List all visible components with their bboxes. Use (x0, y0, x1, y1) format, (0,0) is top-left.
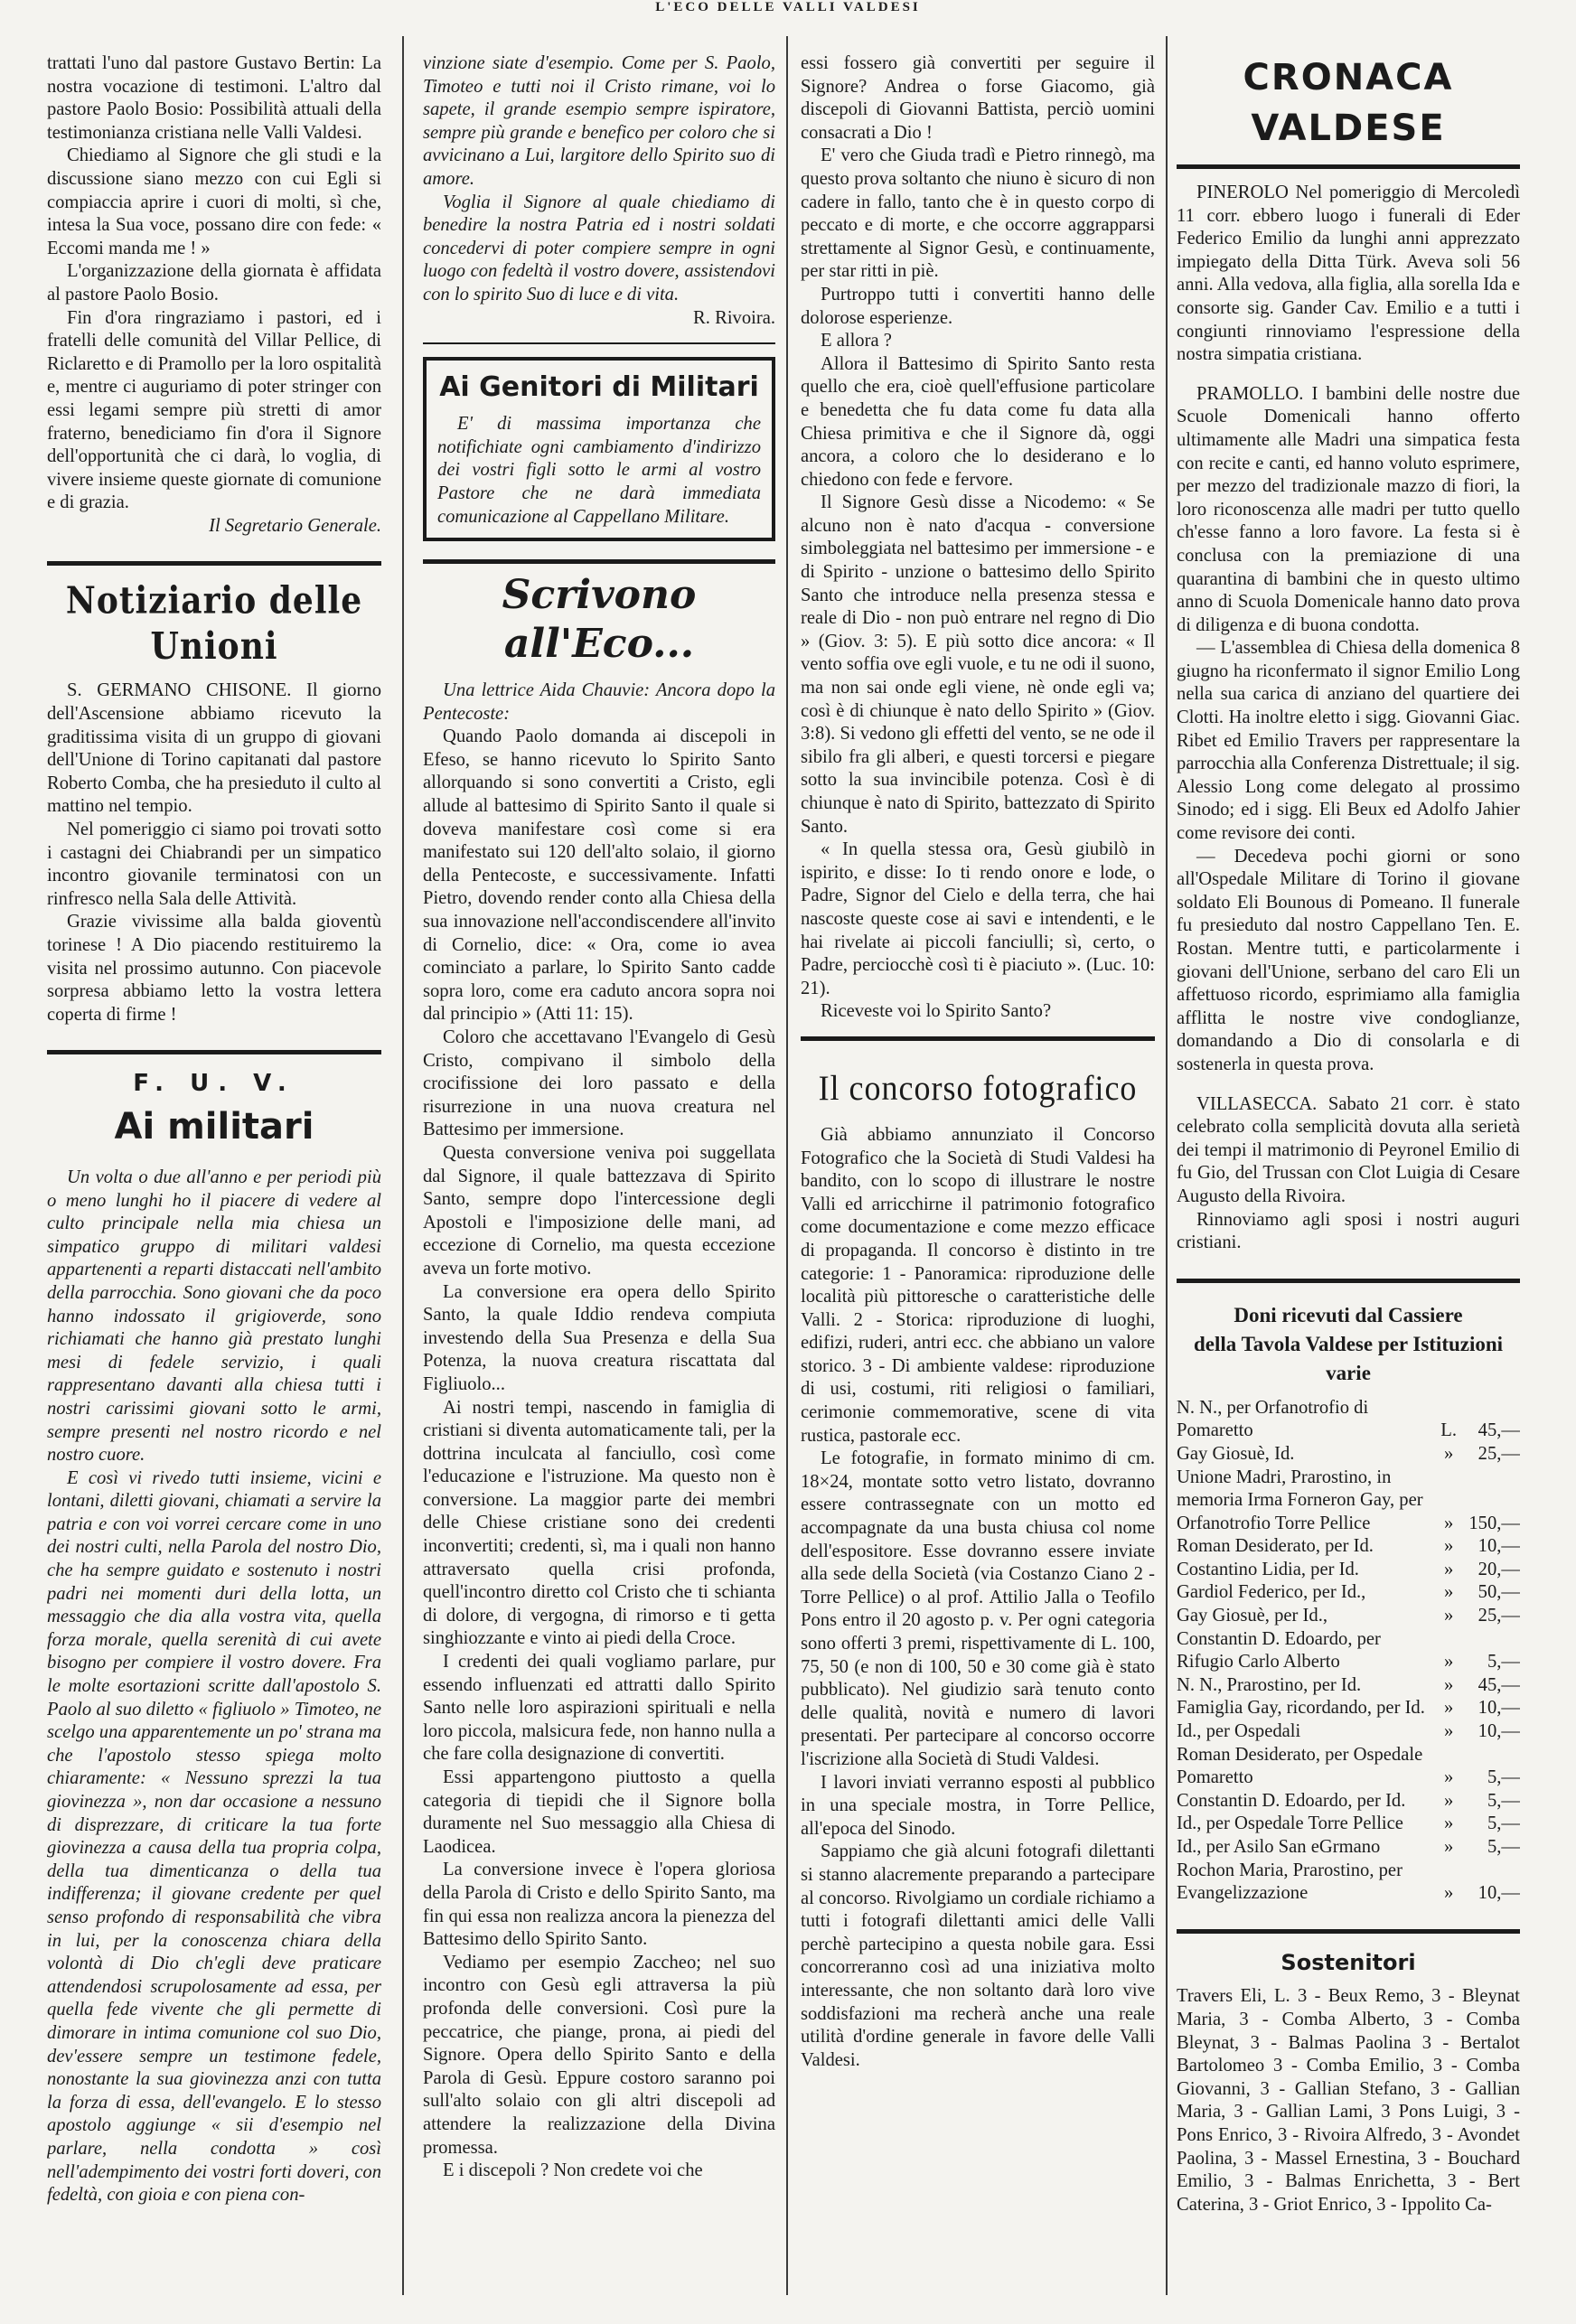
paragraph: Ai nostri tempi, nascendo in famiglia di cristiani si diventa automaticamente tali, per la dottrina inculcata al fanciullo, così come l'educazione e l'istruzione. Ma questo non è conversione. La maggior parte dei membri delle Chiese cristiane sono dei credenti inconvertiti; credenti, sì, ma i quali non hanno attraversato quella crisi profonda, quell'incontro diretto col Cristo che ti schianta di dolore, di vergogna, di rimorso e ti getta singhiozzante e vinto ai piedi della Croce. (423, 1397, 775, 1649)
paragraph: Allora il Battesimo di Spirito Santo resta quello che era, cioè quell'effusione particolare e benedetta che fu data come fu data alla Chiesa primitiva e che il Signore dà, oggi ancora, a coloro che lo desiderano e lo chiedono con fede e fervore. (801, 353, 1155, 490)
currency-mark: » (1443, 1606, 1454, 1626)
donor-name: Roman Desiderato, per Id. (1177, 1536, 1374, 1557)
table-row (1177, 1674, 1520, 1698)
table-row (1177, 1790, 1520, 1813)
currency-mark: » (1443, 1559, 1454, 1579)
currency-mark: » (1443, 1721, 1454, 1742)
paragraph: S. GERMANO CHISONE. Il giorno dell'Ascensione abbiamo ricevuto la graditissima visita di un gruppo di giovani dell'Unione di Torino capitanati dal pastore Roberto Comba, che ha presieduto il culto al mattino nel tempio. (47, 680, 381, 817)
column-4 (1177, 52, 1520, 2311)
table-row (1177, 1836, 1520, 1860)
section-divider (1177, 164, 1520, 169)
paragraph: Vediamo per esempio Zaccheo; nel suo incontro con Gesù egli attraversa la più profonda delle conversioni. Così pure la peccatrice, che piange, prona, ai piedi del Signore. Opera dello Spirito Santo e della Parola di Gesù. Eppure costoro saranno poi sull'alto solaio con gli altri discepoli ad attendere la realizzazione della Divina promessa. (423, 1952, 775, 2158)
donation-amount: 5,— (1487, 1790, 1520, 1811)
donation-amount: 10,— (1478, 1698, 1520, 1719)
paragraph: Purtroppo tutti i convertiti hanno delle dolorose esperienze. (801, 284, 1155, 328)
paragraph: Grazie vivissime alla balda gioventù torinese ! A Dio piacendo restituiremo la visita nel prossimo autunno. Con piacevole sorpresa abbiamo letto la vostra lettera coperta di firme ! (47, 912, 381, 1025)
donation-amount: 50,— (1478, 1582, 1520, 1603)
donation-amount: 25,— (1478, 1443, 1520, 1464)
fuv-heading: F. U. V. (133, 1070, 296, 1098)
paragraph: L'organizzazione della giornata è affidata al pastore Paolo Bosio. (47, 261, 381, 305)
table-row (1177, 1813, 1520, 1836)
paragraph: Coloro che accettavano l'Evangelo di Gesù Cristo, compivano il simbolo della crocifissione dei loro passato e della risurrezione in una nuova creatura nel Battesimo per immersione. (423, 1027, 775, 1140)
paragraph: PINEROLO Nel pomeriggio di Mercoledì 11 corr. ebbero luogo i funerali di Eder Federico Emilio da lunghi anni apprezzato impiegato della Ditta Türk. Aveva soli 56 anni. Alla vedova, alla figlia, alla sorella Ida e consorte sig. Gander Cav. Emilio e a tutti i congiunti rinnoviamo l'espressione della nostra simpatia cristiana. (1177, 183, 1520, 365)
paragraph: Fin d'ora ringraziamo i pastori, ed i fratelli delle comunità del Villar Pellice, di Riclaretto e di Pramollo per la loro ospitalità e, mentre ci auguriamo di poter stringer con essi legami sempre più stretti di amor fraterno, benediciamo fin d'ora il Signore dell'opportunità che ci darà, lo voglia, di vivere insieme queste giornate di comunione e di grazia. (47, 307, 381, 513)
currency-mark: » (1443, 1698, 1454, 1719)
table-row (1177, 1467, 1520, 1536)
paragraph: « In quella stessa ora, Gesù giubilò in ispirito, e disse: Io ti rendo onore e lode, o Padre, Signor del Cielo e della terra, che hai nascoste queste cose ai savi e intendenti, e le hai rivelate ai piccoli fanciulli; sì, certo, o Padre, perciocchè così ti è piaciuto ». (Luc. 10: 21). (801, 839, 1155, 998)
paragraph: Un volta o due all'anno e per periodi più o meno lunghi ho il piacere di vedere al culto principale nella mia chiesa un simpatico gruppo di militari valdesi appartenenti a reparti distaccati nell'ambito della parrocchia. Sono giovani che da poco hanno indossato il grigioverde, sono richiamati che hanno già prestato lunghi mesi di fedele servizio, i quali rappresentano davanti alla chiesa tutti i nostri carissimi giovani sotto le armi, sempre presenti nel nostro ricordo e nel nostro cuore. (47, 1167, 381, 1466)
donor-name: Rochon Maria, Prarostino, per Evangelizzazione (1177, 1860, 1402, 1904)
paragraph: E' vero che Giuda tradì e Pietro rinnegò, ma questo prova soltanto che niuno è sicuro di non cadere in fallo, tanto che è in questo corpo di peccato e di morte, e che occorre aggrapparsi strettamente al Signor Gesù, e continuamente, per star ritti in piè. (801, 145, 1155, 282)
militari-heading: Ai militari (114, 1105, 314, 1148)
donation-amount: 5,— (1487, 1837, 1520, 1857)
donation-amount: 45,— (1478, 1674, 1520, 1695)
donor-name: Gardiol Federico, per Id., (1177, 1582, 1366, 1603)
paragraph: Voglia il Signore al quale chiediamo di benedire la nostra Patria ed i nostri soldati concedervi di poter compiere sempre in ogni luogo con fedeltà il vostro dovere, assistendovi con lo spirito Suo di luce e di vita. (423, 192, 775, 305)
paragraph: Rinnoviamo agli sposi i nostri auguri cristiani. (1177, 1209, 1520, 1253)
table-row (1177, 1744, 1520, 1790)
column-rule (786, 36, 788, 2295)
paragraph: E allora ? (821, 331, 892, 351)
currency-mark: L. (1440, 1420, 1457, 1441)
section-divider (1177, 1279, 1520, 1283)
donor-name: Gay Giosuè, Id. (1177, 1443, 1295, 1464)
donor-name: Famiglia Gay, ricordando, per Id. (1177, 1698, 1425, 1719)
paragraph: — L'assemblea di Chiesa della domenica 8 giugno ha riconfermato il signor Emilio Long nella sua carica di anziano del quartiere dei Clotti. Ha inoltre eletto i sigg. Giovanni Giac. Ribet ed Emilio Travers per rappresentare la parrocchia alla Conferenza Distrettuale; il sig. Alessio Long come delegato al prossimo Sinodo; ed i sigg. Eli Beux ed Adolfo Jahier come revisore dei conti. (1177, 638, 1520, 844)
scrivono-heading: Scrivono all'Eco... (502, 572, 697, 668)
donation-amount: 45,— (1478, 1420, 1520, 1441)
column-rule (1166, 36, 1168, 2295)
doni-subheading: della Tavola Valdese per Istituzioni varie (1193, 1332, 1504, 1384)
genitori-heading: Ai Genitori di Militari (439, 371, 759, 404)
donation-amount: 10,— (1478, 1883, 1520, 1904)
notice-box (423, 357, 775, 541)
table-row (1177, 1860, 1520, 1906)
paragraph: E così vi rivedo tutti insieme, vicini e lontani, diletti giovani, chiamati a servire la patria e con voi vorrei cercare come in uno dei nostri culti, nella Parola del nostro Dio, che ha sempre guidato e sostenuto i nostri padri nei momenti duri della lotta, un messaggio che dia alla vostra vita, quella forza morale, quella serenità di cui avete bisogno per compiere il vostro dovere. Fra le molte esortazioni scritte dall'apostolo S. Paolo al suo diletto « figliuolo » Timoteo, ne scelgo una apparentemente un po' strana ma che l'apostolo stesso spiega molto chiaramente: « Nessuno sprezzi la tua giovinezza », non dar occasione a nessuno di disprezzare, di criticare la tua forte giovinezza a causa della tua propria colpa, della tua dimenticanza o della tua indifferenza; il giovane credente per quel senso profondo di responsabilità che vibra in lui, per la conoscenza chiara della volontà di Dio ch'egli deve praticare attendendosi scrupolosamente ad essa, per quella fede vivente che gli permette di dimorare in intima comunione col suo Dio, dev'essere sempre un testimone fedele, nonostante la sua giovinezza anzi con tutta la forza di essa, dell'evangelo. E lo stesso apostolo aggiunge « sii d'esempio nel parlare, nella condotta » così nell'adempimento dei vostri forti doveri, con fedeltà, con gioia e con piena con- (47, 1467, 381, 2206)
section-divider (1177, 1929, 1520, 1934)
notiziario-heading: Notiziario delle Unioni (65, 579, 363, 669)
section-divider (801, 1036, 1155, 1041)
currency-mark: » (1443, 1767, 1454, 1788)
paragraph: I lavori inviati verranno esposti al pubblico in una speciale mostra, in Torre Pellice, all'epoca del Sinodo. (801, 1772, 1155, 1839)
paragraph: E i discepoli ? Non credete voi che (443, 2160, 703, 2181)
paragraph: La conversione era opera dello Spirito Santo, la quale Iddio rendeva compiuta investendo della Sua Presenza e della Sua Potenza, la nuova creatura riscattata dal Figliuolo... (423, 1281, 775, 1394)
paragraph: Nel pomeriggio ci siamo poi trovati sotto i castagni dei Chiabrandi per un simpatico incontro giovanile terminatosi con un rinfresco nella Sala delle Attività. (47, 820, 381, 909)
donations-table (1177, 1397, 1520, 1906)
donation-amount: 25,— (1478, 1606, 1520, 1626)
donation-amount: 10,— (1478, 1721, 1520, 1742)
concorso-heading: Il concorso fotografico (818, 1067, 1138, 1108)
paragraph: E' di massima importanza che notifichiate ogni cambiamento d'indirizzo dei vostri figli sotto le armi al vostro Pastore che ne darà immediata comunicazione al Cappellano Militare. (437, 414, 761, 527)
section-divider (423, 559, 775, 564)
donation-amount: 5,— (1487, 1813, 1520, 1834)
table-row (1177, 1581, 1520, 1605)
paragraph: Già abbiamo annunziato il Concorso Fotografico che la Società di Studi Valdesi ha bandito, con lo scopo di illustrare le nostre Valli ed arricchirne il patrimonio fotografico come documentazione e come mezzo efficace di propaganda. Il concorso è distinto in tre categorie: 1 - Panoramica: riproduzione delle località più pittoresche o caratteristiche delle Valli. 2 - Storica: riproduzione di luoghi, edifizi, ruderi, antri ecc. che abbiano un valore storico. 3 - Di ambiente valdese: riproduzione di usi, costumi, riti religiosi o familiari, cerimonie commemorative, scene di vita rustica, pastorale ecc. (801, 1124, 1155, 1446)
currency-mark: » (1443, 1536, 1454, 1557)
table-row (1177, 1605, 1520, 1628)
donor-name: Id., per Asilo San eGrmano (1177, 1837, 1381, 1857)
column-3 (801, 52, 1155, 2311)
column-rule (402, 36, 404, 2295)
doni-heading: Doni ricevuti dal Cassiere (1234, 1303, 1463, 1326)
paragraph: — Decedeva pochi giorni or sono all'Ospedale Militare di Torino il giovane soldato Eli Bounous di Pomeano. Il funerale fu presieduto dal nostro Cappellano Ten. E. Rostan. Mentre tutti, e particolarmente i giovani dell'Unione, serbano del caro Eli un affettuoso ricordo, esprimiamo alla famiglia afflitta le nostre vive condoglianze, domandando a Dio di consolarla e di sostenerla in questa prova. (1177, 846, 1520, 1074)
donor-name: N. N., per Orfanotrofio di Pomaretto (1177, 1397, 1369, 1441)
donor-name: Roman Desiderato, per Ospedale Pomaretto (1177, 1744, 1423, 1788)
currency-mark: » (1443, 1790, 1454, 1811)
paragraph: La conversione invece è l'opera gloriosa della Parola di Cristo e dello Spirito Santo, ma fin qui essa non realizza ancora la pienezza del Battesimo dello Spirito Santo. (423, 1860, 775, 1950)
donor-name: Constantin D. Edoardo, per Id. (1177, 1790, 1406, 1811)
paragraph: Quando Paolo domanda ai discepoli in Efeso, se hanno ricevuto lo Spirito Santo allorquando si sono convertiti a Cristo, egli allude al battesimo di Spirito Santo il quale si doveva manifestare così come si era manifestato sui 120 dell'alto solaio, il giorno della Pentecoste, e successivamente. Infatti Pietro, dovendo render conto alla Chiesa della sua innovazione nell'accondiscendere all'invito di Cornelio, dice: « Ora, come io avea cominciato a parlare, lo Spirito Santo cadde sopra loro, come era caduto ancora sopra noi dal principio » (Atti 11: 15). (423, 726, 775, 1025)
currency-mark: » (1443, 1513, 1454, 1533)
column-1 (47, 52, 381, 2311)
paragraph: Una lettrice Aida Chauvie: Ancora dopo la Pentecoste: (423, 680, 775, 724)
table-row (1177, 1535, 1520, 1559)
section-divider (47, 1050, 381, 1054)
currency-mark: » (1443, 1652, 1454, 1673)
sostenitori-list: Travers Eli, L. 3 - Beux Remo, 3 - Bleynat Maria, 3 - Comba Alberto, 3 - Comba Bleynat, 3 - Balmas Paolina 3 - Bertalot Bartolomeo 3 - Comba Emilio, 3 - Comba Giovanni, 3 - Gallian Stefano, 3 - Gallian Maria, 3 - Gallian Lami, 3 Pons Luigi, 3 - Pons Enrico, 3 - Rivoira Alfredo, 3 - Avondet Paolina, 3 - Massel Ernestina, 3 - Bouchard Emilio, 3 - Balmas Enrichetta, 3 - Bert Caterina, 3 - Griot Enrico, 3 - Ippolito Ca- (1177, 1986, 1520, 2215)
paragraph: Riceveste voi lo Spirito Santo? (821, 1001, 1052, 1022)
paragraph: Chiediamo al Signore che gli studi e la discussione siano mezzo con cui Egli si compiaccia aprire i cuori di molti, sì che, intesa la Sua voce, possano dire con fede: « Eccomi manda me ! » (47, 145, 381, 258)
donor-name: Id., per Ospedali (1177, 1721, 1301, 1742)
table-row (1177, 1628, 1520, 1674)
donor-name: Id., per Ospedale Torre Pellice (1177, 1813, 1403, 1834)
currency-mark: » (1443, 1883, 1454, 1904)
currency-mark: » (1443, 1674, 1454, 1695)
donor-name: Unione Madri, Prarostino, in memoria Irma Forneron Gay, per Orfanotrofio Torre Pellice (1177, 1467, 1423, 1533)
donor-name: Gay Giosuè, per Id., (1177, 1606, 1327, 1626)
paragraph: Il Signore Gesù disse a Nicodemo: « Se alcuno non è nato d'acqua - conversione simboleggiata nel battesimo per immersione - e di Spirito - unzione o battesimo dello Spirito Santo che introduce nella presenza stessa e reale di Dio - non può entrare nel regno di Dio » (Giov. 3: 5). E più sotto dice ancora: « Il vento soffia ove egli vuole, e tu ne odi il suono, ma non sai onde egli viene, nè onde egli va; così è di chiunque è nato dello Spirito » (Giov. 3:8). Si vedono gli effetti del vento, se ne ode il sibilo fra gli alberi, e questi torcersi e piegare sotto la sua invincibile potenza. Così è di chiunque è nato di Spirito, battezzato di Spirito Santo. (801, 492, 1155, 837)
paragraph: Questa conversione veniva poi suggellata dal Signore, il quale battezzava di Spirito Santo, sempre dopo l'intercessione degli Apostoli e l'imposizione delle mani, ad eccezione di Cornelio, ma questa eccezione aveva un forte motivo. (423, 1142, 775, 1279)
donation-amount: 5,— (1487, 1652, 1520, 1673)
donor-name: Constantin D. Edoardo, per Rifugio Carlo Alberto (1177, 1628, 1381, 1673)
table-row (1177, 1720, 1520, 1744)
paragraph: Sappiamo che già alcuni fotografi dilettanti si stanno alacremente preparando a partecipare al concorso. Rivolgiamo un cordiale richiamo a tutti i fotografi dilettanti amici delle Valli perchè partecipino a questa nobile gara. Essi concorreranno così ad una iniziativa molto interessante, che non soltanto darà loro vive soddisfazioni ma recherà anche una reale utilità d'ordine generale in favore delle Valli Valdesi. (801, 1841, 1155, 2070)
donation-amount: 150,— (1468, 1513, 1520, 1533)
paragraph: essi fossero già convertiti per seguire il Signore? Andrea o forse Giacomo, già discepoli di Giovanni Battista, perciò uomini consacrati a Dio ! (801, 53, 1155, 143)
section-divider (423, 342, 775, 344)
donation-amount: 5,— (1487, 1767, 1520, 1788)
paragraph: PRAMOLLO. I bambini delle nostre due Scuole Domenicali hanno offerto ultimamente alle Madri una simpatica festa con recite e canti, ed hanno voluto esprimere, per mezzo del tradizionale mazzo di fiori, la loro riconoscenza alle madri per tutto quello ch'esse fanno a loro favore. La festa si è conclusa con la premiazione di una quarantina di bambini che in questo ultimo anno di Scuola Domenicale hanno dato prova di diligenza e di buona condotta. (1177, 383, 1520, 635)
paragraph: Le fotografie, in formato minimo di cm. 18×24, montate sotto vetro listato, dovranno essere contrassegnate con un motto ed accompagnate da una busta chiusa col nome dell'espositore. Esse dovranno essere inviate alla sede della Società (via Costanzo Ciano 2 - Torre Pellice) o al prof. Attilio Jalla o Teofilo Pons entro il 20 agosto p. v. Per ogni categoria sono offerti 3 premi, rispettivamente di L. 100, 75, 50 (e non di 100, 50 e 30 come già è stato pubblicato). Nel giudizio sarà tenuto conto delle qualità, novità e numero di lavori presentati. Per partecipare al concorso occorre l'iscrizione alla Società di Studi Valdesi. (801, 1448, 1155, 1769)
table-row (1177, 1397, 1520, 1443)
sostenitori-heading: Sostenitori (1280, 1949, 1416, 1975)
paragraph: VILLASECCA. Sabato 21 corr. è stato celebrato colla semplicità dovuta alla serietà dei tempi il matrimonio di Peyronel Emilio di fu Gio, del Trussan con Clot Luigia di Cesare Augusto della Rivoira. (1177, 1093, 1520, 1206)
signature: Il Segretario Generale. (209, 515, 381, 536)
currency-mark: » (1443, 1443, 1454, 1464)
cronaca-heading: CRONACA VALDESE (1243, 57, 1454, 149)
column-2 (423, 52, 775, 2311)
currency-mark: » (1443, 1837, 1454, 1857)
running-head: L'ECO DELLE VALLI VALDESI (655, 0, 921, 14)
currency-mark: » (1443, 1813, 1454, 1834)
currency-mark: » (1443, 1582, 1454, 1603)
paragraph: I credenti dei quali vogliamo parlare, pur essendo influenzati ed attratti dallo Spirito Santo nelle loro aspirazioni spirituali e nella loro piccola, malsicura fede, non hanno nulla a che fare colla designazione di convertiti. (423, 1652, 775, 1765)
table-row (1177, 1697, 1520, 1720)
paragraph: vinzione siate d'esempio. Come per S. Paolo, Timoteo e tutti noi il Cristo rimane, voi lo sapete, il grande esempio sempre ispiratore, sempre più grande e benefico per coloro che si avvicinano a Lui, largitore dello Spirito suo di amore. (423, 53, 775, 189)
table-row (1177, 1559, 1520, 1582)
paragraph: trattati l'uno dal pastore Gustavo Bertin: La nostra vocazione di testimoni. L'altro dal pastore Paolo Bosio: Possibilità attuali della testimonianza cristiana nelle Valli Valdesi. (47, 53, 381, 143)
signature: R. Rivoira. (693, 307, 775, 328)
donor-name: N. N., Prarostino, per Id. (1177, 1674, 1362, 1695)
donation-amount: 10,— (1478, 1536, 1520, 1557)
table-row (1177, 1443, 1520, 1467)
section-divider (47, 561, 381, 566)
paragraph: Essi appartengono piuttosto a quella categoria di tiepidi che il Signore bolla duramente nel Suo messaggio alla Chiesa di Laodicea. (423, 1767, 775, 1857)
donation-amount: 20,— (1478, 1559, 1520, 1579)
donor-name: Costantino Lidia, per Id. (1177, 1559, 1359, 1579)
